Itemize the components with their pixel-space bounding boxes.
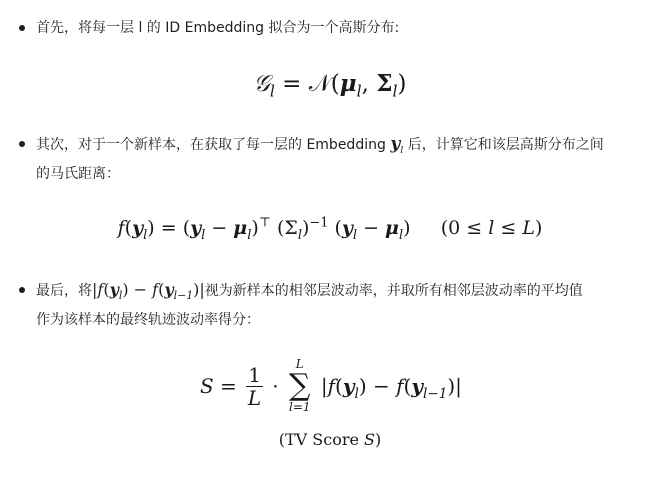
formula3-body: $|f(y_l) - f(y_{l-1})|$ — [320, 374, 462, 402]
formula3-sum-symbol: ∑ — [289, 368, 311, 403]
bullet-dot — [19, 25, 25, 31]
mahalanobis-formula: $f(y_l) = (y_l - \mu_l)^⊤$ $(\Sigma_l)^{-1}$ $(y_l - \mu_l)$ (0 ≤ l ≤ L) — [117, 215, 543, 243]
formula1-sigma: Σ — [376, 70, 393, 97]
bullet-2-y: y — [390, 134, 401, 154]
formula3-sum-bottom: l=1 — [289, 400, 311, 414]
formula-caption: (TV Score S) — [278, 430, 382, 449]
formula3-summation — [289, 358, 311, 414]
bullet-3-line-2: 作为该样本的最终轨迹波动率得分： — [36, 312, 260, 328]
bullet-3-line-1: 最后，将$|f(y_l) - f(y_{l-1})|$视为新样本的相邻层波动率，并取所有相邻层波动率的平均值 — [36, 280, 583, 303]
formula3-fraction — [246, 364, 263, 409]
bullet-dot — [19, 287, 25, 293]
formula3-sum-top: L — [295, 357, 304, 371]
bullet-2-line-2: 的马氏距离： — [36, 166, 120, 182]
bullet-1-text: 首先，将每一层 l 的 ID Embedding 拟合为一个高斯分布: — [36, 20, 400, 36]
bullet-2-y-sub: l — [400, 144, 404, 156]
bullet-dot — [19, 141, 25, 147]
formula1-comma: , — [361, 71, 377, 97]
formula1-eq: = 𝒩( — [274, 71, 340, 97]
bullet-2-line-1 — [36, 131, 656, 158]
tv-score-formula — [200, 358, 480, 422]
formula3-dot: · — [272, 374, 279, 398]
bullet-3-text-after: 视为新样本的相邻层波动率，并取所有相邻层波动率的平均值 — [204, 283, 583, 299]
gaussian-formula — [0, 70, 660, 101]
formula3-lhs: S = — [200, 374, 237, 398]
bullet-2-text-before: 其次，对于一个新样本，在获取了每一层的 Embedding — [36, 137, 391, 153]
formula1-mu-sub: l — [356, 81, 362, 101]
formula1-sigma-sub: l — [392, 81, 398, 101]
formula1-close: ) — [397, 71, 407, 97]
formula1-mu: μ — [339, 70, 357, 97]
formula3-frac-den: L — [247, 385, 262, 410]
bullet-2-text-after: 后，计算它和该层高斯分布之间 — [403, 137, 604, 153]
formula3-frac-num: 1 — [248, 362, 261, 387]
bullet-3-text-before: 最后，将 — [36, 283, 92, 299]
formula1-lhs-sub: l — [269, 81, 275, 101]
formula1-lhs: 𝒢 — [253, 71, 270, 97]
